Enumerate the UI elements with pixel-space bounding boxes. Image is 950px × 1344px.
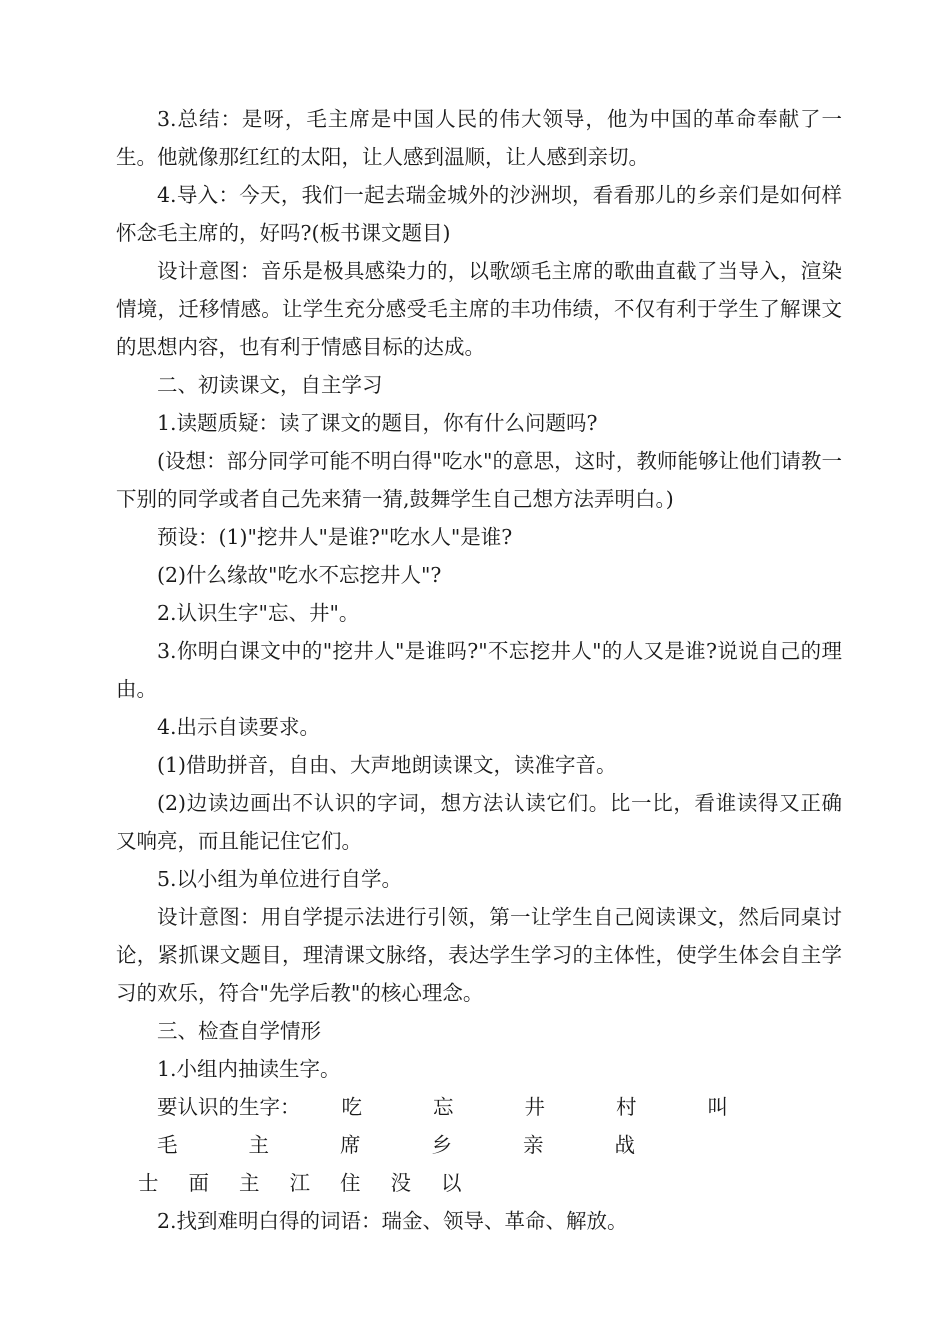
character: 战 [614, 1133, 635, 1157]
character: 士 [138, 1171, 159, 1195]
character: 吃 [341, 1095, 362, 1119]
paragraph: 1.小组内抽读生字。 [157, 1057, 341, 1081]
paragraph: 3.总结：是呀，毛主席是中国人民的伟大领导，他为中国的革命奉献了一生。他就像那红红的太阳，让人感到温顺，让人感到亲切。 [116, 107, 842, 169]
character: 叫 [707, 1095, 728, 1119]
character: 忘 [433, 1095, 454, 1119]
character: 主 [248, 1133, 269, 1157]
paragraph: 2.找到难明白得的词语：瑞金、领导、革命、解放。 [157, 1209, 628, 1233]
character: 江 [289, 1171, 310, 1195]
character: 没 [390, 1171, 411, 1195]
paragraph: 设计意图：音乐是极具感染力的，以歌颂毛主席的歌曲直截了当导入，渲染情境，迁移情感。让学生充分感受毛主席的丰功伟绩，不仅有利于学生了解课文的思想内容，也有利于情感目标的达成。 [116, 259, 842, 359]
character: 井 [524, 1095, 545, 1119]
paragraph: 4.导入：今天，我们一起去瑞金城外的沙洲坝，看看那儿的乡亲们是如何样怀念毛主席的，好吗?(板书课文题目) [116, 183, 842, 245]
paragraph: 4.出示自读要求。 [157, 715, 321, 739]
character: 以 [441, 1171, 462, 1195]
character: 面 [188, 1171, 209, 1195]
section-heading: 三、检查自学情形 [157, 1019, 321, 1043]
document-body [116, 100, 842, 1240]
character: 席 [340, 1133, 361, 1157]
paragraph: 预设：(1)"挖井人"是谁?"吃水人"是谁? [157, 525, 513, 549]
paragraph: 1.读题质疑：读了课文的题目，你有什么问题吗? [157, 411, 598, 435]
paragraph: (2)什么缘故"吃水不忘挖井人"? [157, 563, 442, 587]
character: 村 [616, 1095, 637, 1119]
new-characters-list [116, 1088, 842, 1202]
character: 住 [340, 1171, 361, 1195]
paragraph: (1)借助拼音，自由、大声地朗读课文，读准字音。 [157, 753, 617, 777]
paragraph: (设想：部分同学可能不明白得"吃水"的意思，这时，教师能够让他们请教一下别的同学或者自己先来猜一猜,鼓舞学生自己想方法弄明白。) [116, 449, 842, 511]
paragraph: 设计意图：用自学提示法进行引领，第一让学生自己阅读课文，然后同桌讨论，紧抓课文题目，理清课文脉络，表达学生学习的主体性，使学生体会自主学习的欢乐，符合"先学后教"的核心理念。 [116, 905, 842, 1005]
new-characters-row2 [116, 1164, 842, 1202]
character: 乡 [431, 1133, 452, 1157]
character: 亲 [523, 1133, 544, 1157]
paragraph: 5.以小组为单位进行自学。 [157, 867, 403, 891]
new-characters-label: 要认识的生字： [157, 1095, 301, 1119]
section-heading: 二、初读课文，自主学习 [157, 373, 383, 397]
paragraph: 3.你明白课文中的"挖井人"是谁吗?"不忘挖井人"的人又是谁?说说自己的理由。 [116, 639, 842, 701]
character: 主 [239, 1171, 260, 1195]
paragraph: 2.认识生字"忘、井"。 [157, 601, 360, 625]
character: 毛 [157, 1133, 178, 1157]
paragraph: (2)边读边画出不认识的字词，想方法认读它们。比一比，看谁读得又正确又响亮，而且能记住它们。 [116, 791, 842, 853]
